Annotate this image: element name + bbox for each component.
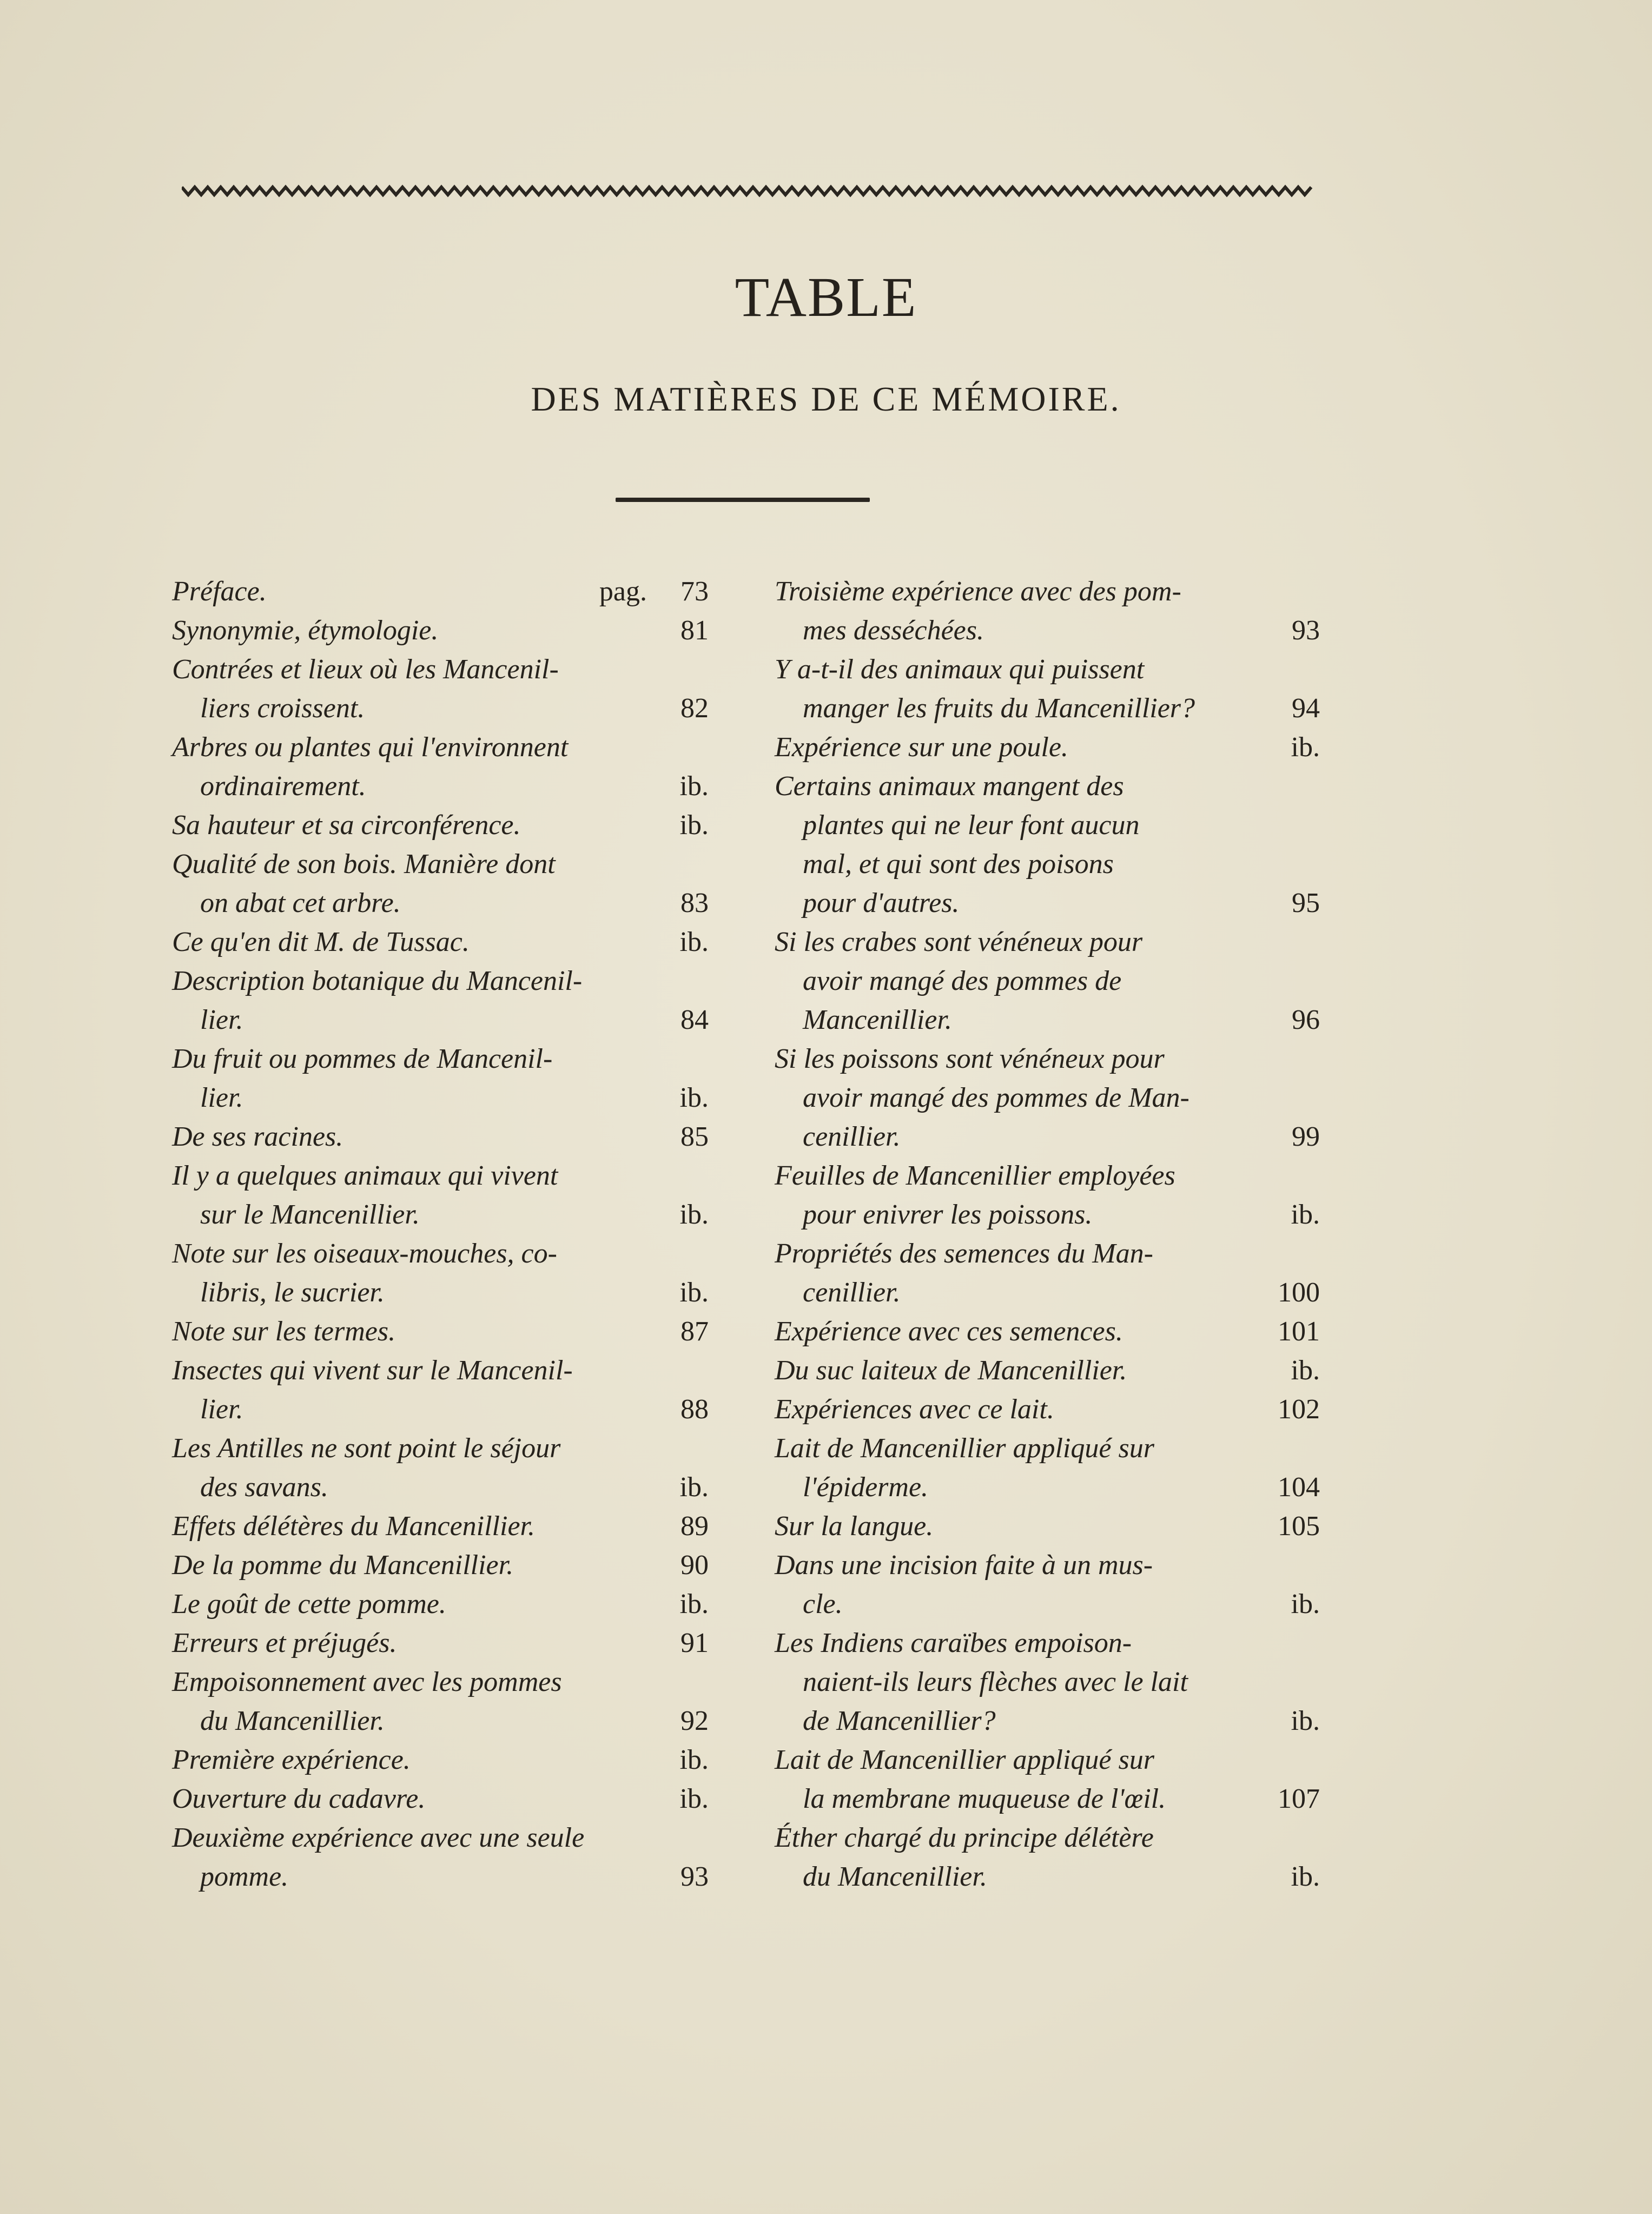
toc-page-number: 95 bbox=[1292, 888, 1320, 918]
toc-page-number: 102 bbox=[1278, 1394, 1320, 1425]
toc-entry-text: Dans une incision faite à un mus- bbox=[775, 1550, 1153, 1581]
toc-page-number: ib. bbox=[1291, 1589, 1320, 1620]
toc-page-number: 91 bbox=[680, 1628, 709, 1658]
toc-entry-text: Éther chargé du principe délétère bbox=[775, 1822, 1154, 1853]
toc-entry-line bbox=[775, 1312, 1320, 1351]
toc-entry-line bbox=[172, 923, 714, 962]
toc-entry-text: cle. bbox=[803, 1589, 843, 1620]
toc-entry-text: cenillier. bbox=[803, 1121, 901, 1152]
toc-page-number: ib. bbox=[679, 1589, 709, 1620]
toc-page-number: ib. bbox=[679, 771, 709, 802]
toc-entry-text: Feuilles de Mancenillier employées bbox=[775, 1160, 1175, 1191]
toc-entry-text: Lait de Mancenillier appliqué sur bbox=[775, 1744, 1154, 1775]
toc-entry-text: Sur la langue. bbox=[775, 1511, 934, 1542]
toc-page-number: 90 bbox=[680, 1550, 709, 1581]
toc-entry-line bbox=[775, 1351, 1320, 1390]
toc-page-number: ib. bbox=[679, 1199, 709, 1230]
toc-entry-line bbox=[172, 1741, 714, 1780]
toc-page-number: 96 bbox=[1292, 1004, 1320, 1035]
toc-entry-text: Note sur les oiseaux-mouches, co- bbox=[172, 1238, 557, 1269]
toc-entry-text: Mancenillier. bbox=[803, 1004, 952, 1035]
toc-page-number: ib. bbox=[679, 927, 709, 957]
toc-entry-line bbox=[775, 1118, 1320, 1156]
toc-entry-line bbox=[172, 1312, 714, 1351]
toc-entry-text: plantes qui ne leur font aucun bbox=[803, 810, 1140, 841]
toc-entry-text: de Mancenillier? bbox=[803, 1706, 996, 1736]
toc-entry-line bbox=[172, 1702, 714, 1741]
toc-entry-text: du Mancenillier. bbox=[803, 1861, 987, 1892]
toc-entry-line bbox=[172, 1234, 714, 1273]
toc-page-number: ib. bbox=[679, 1783, 709, 1814]
toc-entry-line bbox=[775, 884, 1320, 923]
toc-entry-line bbox=[172, 572, 714, 611]
toc-entry-text: des savans. bbox=[200, 1472, 328, 1503]
toc-entry-text: Note sur les termes. bbox=[172, 1316, 396, 1347]
toc-entry-line bbox=[172, 1780, 714, 1819]
toc-entry-line bbox=[172, 1429, 714, 1468]
toc-entry-text: lier. bbox=[200, 1004, 243, 1035]
toc-entry-line bbox=[172, 884, 714, 923]
toc-entry-text: Erreurs et préjugés. bbox=[172, 1628, 397, 1658]
toc-page-number: ib. bbox=[679, 810, 709, 841]
toc-entry-text: De ses racines. bbox=[172, 1121, 343, 1152]
toc-entry-text: Lait de Mancenillier appliqué sur bbox=[775, 1433, 1154, 1464]
toc-entry-text: naient-ils leurs flèches avec le lait bbox=[803, 1667, 1188, 1697]
toc-entry-text: avoir mangé des pommes de bbox=[803, 966, 1122, 996]
toc-entry-text: pour d'autres. bbox=[803, 888, 960, 918]
toc-entry-text: liers croissent. bbox=[200, 693, 365, 724]
toc-entry-line bbox=[775, 767, 1320, 806]
toc-entry-line bbox=[775, 650, 1320, 689]
toc-page-number: 93 bbox=[1292, 615, 1320, 646]
toc-entry-text: Si les poissons sont vénéneux pour bbox=[775, 1043, 1165, 1074]
toc-entry-text: mal, et qui sont des poisons bbox=[803, 849, 1114, 880]
toc-entry-line bbox=[172, 1624, 714, 1663]
toc-entry-line bbox=[775, 1429, 1320, 1468]
toc-page-number: ib. bbox=[1291, 1355, 1320, 1386]
page-subtitle: DES MATIÈRES DE CE MÉMOIRE. bbox=[531, 380, 1121, 418]
toc-entry-text: cenillier. bbox=[803, 1277, 901, 1308]
toc-entry-line bbox=[775, 1195, 1320, 1234]
toc-page-number: 85 bbox=[680, 1121, 709, 1152]
toc-page-number: 81 bbox=[680, 615, 709, 646]
toc-entry-text: manger les fruits du Mancenillier? bbox=[803, 693, 1195, 724]
toc-entry-line bbox=[775, 845, 1320, 884]
toc-page-number: ib. bbox=[679, 1277, 709, 1308]
toc-entry-text: Arbres ou plantes qui l'environnent bbox=[172, 732, 569, 763]
toc-entry-text: Du suc laiteux de Mancenillier. bbox=[775, 1355, 1127, 1386]
ornamental-rule bbox=[182, 183, 1314, 199]
toc-entry-line bbox=[775, 1858, 1320, 1896]
toc-entry-line bbox=[172, 806, 714, 845]
toc-entry-text: Expérience avec ces semences. bbox=[775, 1316, 1123, 1347]
toc-entry-line bbox=[172, 845, 714, 884]
toc-entry-text: Expérience sur une poule. bbox=[775, 732, 1068, 763]
toc-entry-line bbox=[775, 1819, 1320, 1858]
toc-entry-text: ordinairement. bbox=[200, 771, 366, 802]
toc-entry-text: la membrane muqueuse de l'œil. bbox=[803, 1783, 1166, 1814]
toc-entry-text: Empoisonnement avec les pommes bbox=[172, 1667, 562, 1697]
toc-entry-line bbox=[172, 1156, 714, 1195]
toc-page-number: 89 bbox=[680, 1511, 709, 1542]
toc-entry-line bbox=[775, 689, 1320, 728]
toc-page-number: ib. bbox=[1291, 1199, 1320, 1230]
toc-page-number: ib. bbox=[679, 1472, 709, 1503]
toc-entry-text: Insectes qui vivent sur le Mancenil- bbox=[172, 1355, 573, 1386]
toc-entry-line bbox=[775, 611, 1320, 650]
toc-entry-text: Il y a quelques animaux qui vivent bbox=[172, 1160, 558, 1191]
toc-page-number: 83 bbox=[680, 888, 709, 918]
page-title: TABLE bbox=[735, 266, 917, 328]
toc-entry-line bbox=[172, 1001, 714, 1040]
toc-entry-text: on abat cet arbre. bbox=[200, 888, 401, 918]
toc-entry-line bbox=[775, 1546, 1320, 1585]
toc-entry-text: Deuxième expérience avec une seule bbox=[172, 1822, 585, 1853]
toc-entry-text: pomme. bbox=[200, 1861, 289, 1892]
toc-entry-line bbox=[172, 650, 714, 689]
toc-entry-line bbox=[775, 1507, 1320, 1546]
toc-page-number: 87 bbox=[680, 1316, 709, 1347]
toc-entry-text: mes desséchées. bbox=[803, 615, 984, 646]
toc-entry-text: pour enivrer les poissons. bbox=[803, 1199, 1093, 1230]
toc-page-number: 73 bbox=[680, 576, 709, 607]
toc-entry-line bbox=[775, 1156, 1320, 1195]
toc-entry-line bbox=[775, 923, 1320, 962]
toc-entry-line bbox=[172, 689, 714, 728]
toc-entry-text: Propriétés des semences du Man- bbox=[775, 1238, 1153, 1269]
toc-entry-line bbox=[775, 1780, 1320, 1819]
toc-page-number: ib. bbox=[679, 1082, 709, 1113]
toc-page-number: 105 bbox=[1278, 1511, 1320, 1542]
toc-entry-line bbox=[172, 1195, 714, 1234]
toc-entry-line bbox=[172, 962, 714, 1001]
toc-entry-line bbox=[775, 1390, 1320, 1429]
toc-entry-text: l'épiderme. bbox=[803, 1472, 929, 1503]
toc-page-number: 100 bbox=[1278, 1277, 1320, 1308]
toc-entry-line bbox=[172, 1273, 714, 1312]
title-divider bbox=[616, 498, 870, 502]
toc-page-number: 88 bbox=[680, 1394, 709, 1425]
toc-entry-text: Effets délétères du Mancenillier. bbox=[172, 1511, 535, 1542]
toc-page-number: 107 bbox=[1278, 1783, 1320, 1814]
toc-entry-text: Première expérience. bbox=[172, 1744, 411, 1775]
toc-entry-text: Ouverture du cadavre. bbox=[172, 1783, 426, 1814]
toc-entry-line bbox=[172, 1546, 714, 1585]
toc-entry-line bbox=[775, 1273, 1320, 1312]
toc-entry-text: Sa hauteur et sa circonférence. bbox=[172, 810, 521, 841]
toc-entry-text: Le goût de cette pomme. bbox=[172, 1589, 446, 1620]
pag-label: pag. bbox=[599, 576, 647, 607]
toc-entry-text: libris, le sucrier. bbox=[200, 1277, 385, 1308]
toc-entry-text: Synonymie, étymologie. bbox=[172, 615, 439, 646]
toc-entry-text: De la pomme du Mancenillier. bbox=[172, 1550, 514, 1581]
toc-entry-line bbox=[172, 1040, 714, 1079]
toc-entry-text: Certains animaux mangent des bbox=[775, 771, 1124, 802]
toc-column-right bbox=[775, 572, 1320, 1896]
toc-entry-text: Qualité de son bois. Manière dont bbox=[172, 849, 556, 880]
toc-page-number: ib. bbox=[1291, 1861, 1320, 1892]
toc-column-left bbox=[172, 572, 714, 1896]
toc-entry-text: Expériences avec ce lait. bbox=[775, 1394, 1054, 1425]
toc-page-number: 82 bbox=[680, 693, 709, 724]
toc-entry-line bbox=[172, 1585, 714, 1624]
toc-entry-line bbox=[775, 962, 1320, 1001]
toc-entry-text: lier. bbox=[200, 1082, 243, 1113]
toc-entry-line bbox=[172, 1663, 714, 1702]
toc-entry-line bbox=[775, 1468, 1320, 1507]
toc-entry-text: Troisième expérience avec des pom- bbox=[775, 576, 1181, 607]
toc-entry-line bbox=[172, 611, 714, 650]
toc-entry-line bbox=[172, 1390, 714, 1429]
toc-entry-line bbox=[172, 1507, 714, 1546]
toc-entry-line bbox=[172, 1079, 714, 1118]
toc-entry-line bbox=[775, 572, 1320, 611]
toc-entry-line bbox=[172, 1858, 714, 1896]
toc-entry-text: sur le Mancenillier. bbox=[200, 1199, 420, 1230]
toc-entry-line bbox=[775, 1741, 1320, 1780]
toc-page-number: 99 bbox=[1292, 1121, 1320, 1152]
toc-entry-line bbox=[172, 767, 714, 806]
toc-entry-line bbox=[775, 1663, 1320, 1702]
toc-entry-line bbox=[775, 1702, 1320, 1741]
toc-page-number: 104 bbox=[1278, 1472, 1320, 1503]
toc-page-number: 93 bbox=[680, 1861, 709, 1892]
toc-entry-line bbox=[775, 1624, 1320, 1663]
toc-page-number: 94 bbox=[1292, 693, 1320, 724]
toc-entry-text: Préface. bbox=[172, 576, 267, 607]
toc-page-number: ib. bbox=[1291, 1706, 1320, 1736]
toc-entry-line bbox=[172, 1118, 714, 1156]
toc-page-number: 84 bbox=[680, 1004, 709, 1035]
toc-entry-line bbox=[172, 1819, 714, 1858]
toc-entry-text: avoir mangé des pommes de Man- bbox=[803, 1082, 1190, 1113]
toc-entry-line bbox=[775, 806, 1320, 845]
toc-entry-text: Si les crabes sont vénéneux pour bbox=[775, 927, 1143, 957]
toc-entry-line bbox=[775, 1001, 1320, 1040]
toc-entry-text: lier. bbox=[200, 1394, 243, 1425]
toc-entry-line bbox=[775, 1585, 1320, 1624]
toc-entry-text: Description botanique du Mancenil- bbox=[172, 966, 583, 996]
toc-entry-line bbox=[172, 1351, 714, 1390]
toc-page-number: 92 bbox=[680, 1706, 709, 1736]
toc-page-number: ib. bbox=[1291, 732, 1320, 763]
toc-entry-line bbox=[775, 1079, 1320, 1118]
toc-entry-text: Du fruit ou pommes de Mancenil- bbox=[172, 1043, 553, 1074]
toc-entry-text: Ce qu'en dit M. de Tussac. bbox=[172, 927, 470, 957]
toc-page-number: 101 bbox=[1278, 1316, 1320, 1347]
toc-entry-line bbox=[775, 1040, 1320, 1079]
toc-entry-line bbox=[775, 728, 1320, 767]
toc-entry-line bbox=[775, 1234, 1320, 1273]
toc-entry-text: Les Indiens caraïbes empoison- bbox=[775, 1628, 1132, 1658]
toc-entry-line bbox=[172, 728, 714, 767]
toc-entry-text: Y a-t-il des animaux qui puissent bbox=[775, 654, 1145, 685]
toc-page-number: ib. bbox=[679, 1744, 709, 1775]
toc-entry-text: Les Antilles ne sont point le séjour bbox=[172, 1433, 561, 1464]
toc-entry-line bbox=[172, 1468, 714, 1507]
toc-entry-text: Contrées et lieux où les Mancenil- bbox=[172, 654, 559, 685]
toc-entry-text: du Mancenillier. bbox=[200, 1706, 385, 1736]
